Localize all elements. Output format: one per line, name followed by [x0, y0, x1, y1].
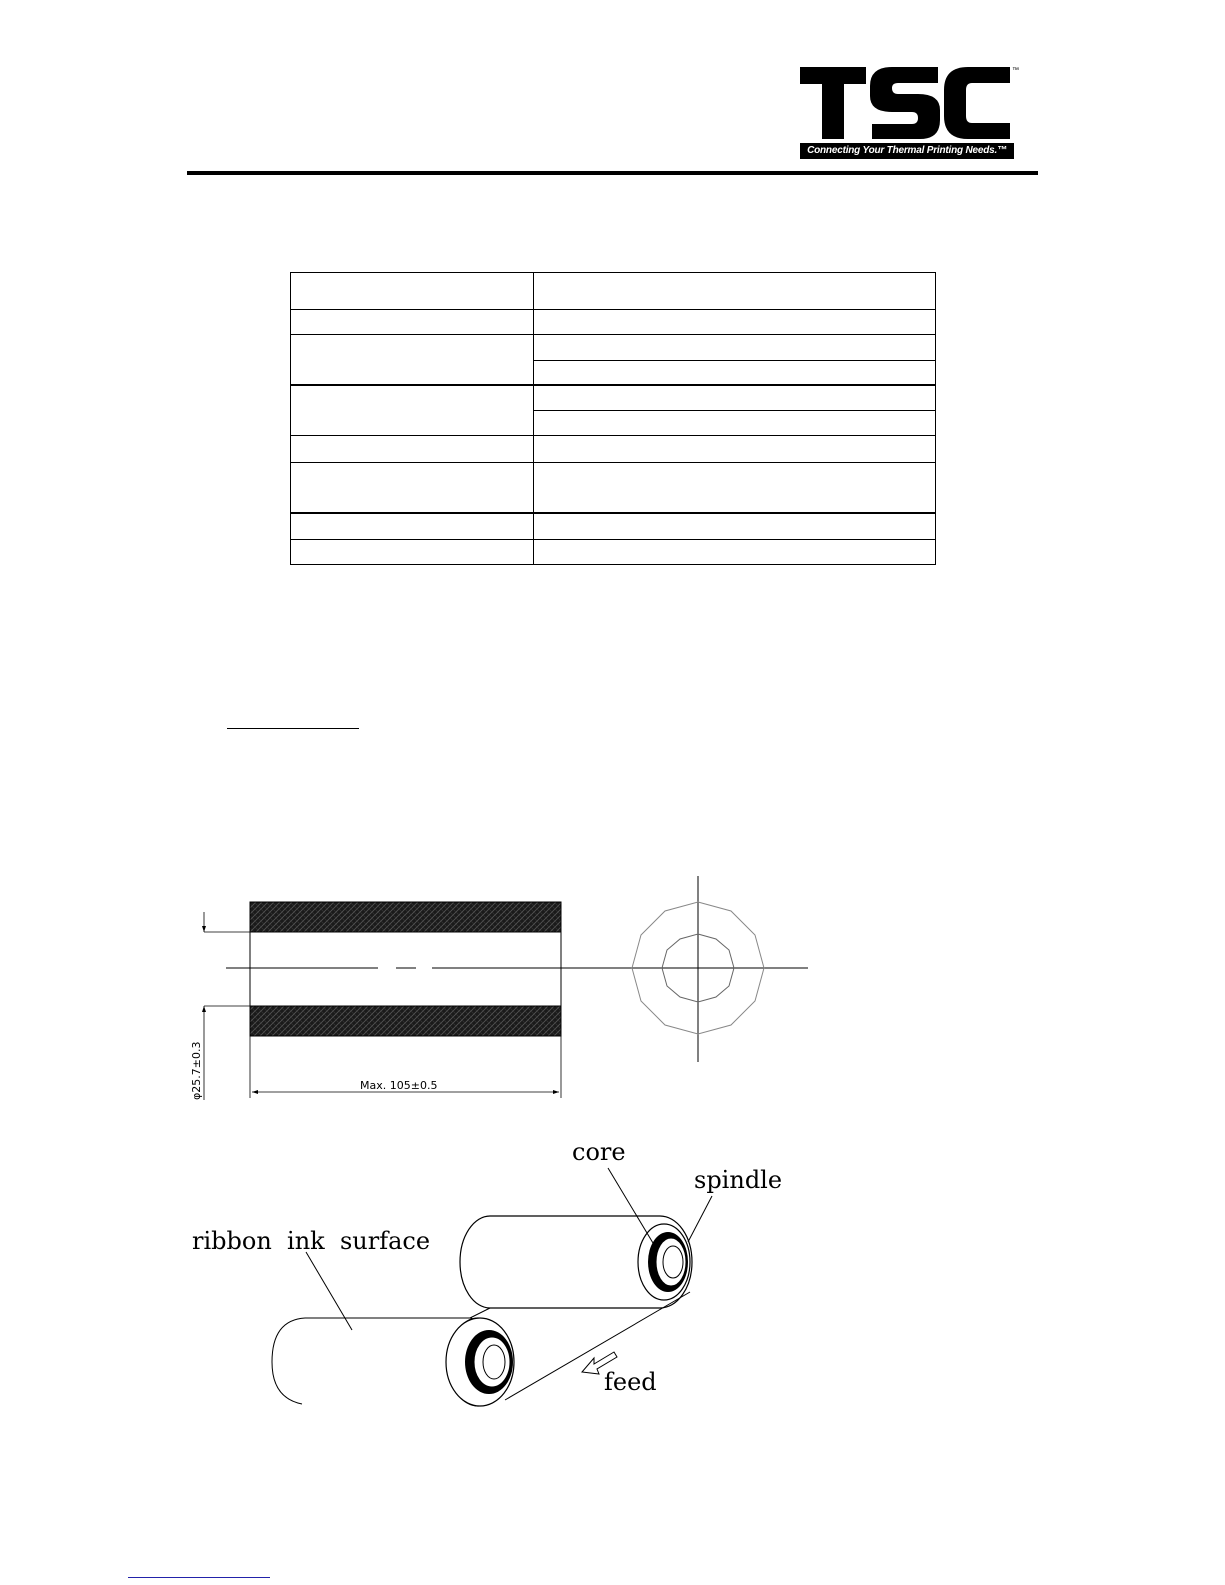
feed-label: feed: [604, 1368, 657, 1396]
width-dimension-label: Max. 105±0.5: [360, 1079, 438, 1092]
spindle-label: spindle: [694, 1166, 783, 1194]
footer-link-underline: [128, 1577, 270, 1578]
ribbon-roll-illustration: [192, 1138, 782, 1406]
core-end-view: [632, 876, 764, 1062]
core-side-view: [190, 902, 808, 1100]
logo-tagline: Connecting Your Thermal Printing Needs.™: [800, 143, 1014, 159]
diameter-dimension-label: φ25.7±0.3: [190, 1041, 203, 1100]
ribbon-ink-surface-label: ribbon ink surface: [192, 1227, 431, 1255]
svg-text:™: ™: [1012, 67, 1019, 74]
core-label: core: [572, 1138, 626, 1166]
